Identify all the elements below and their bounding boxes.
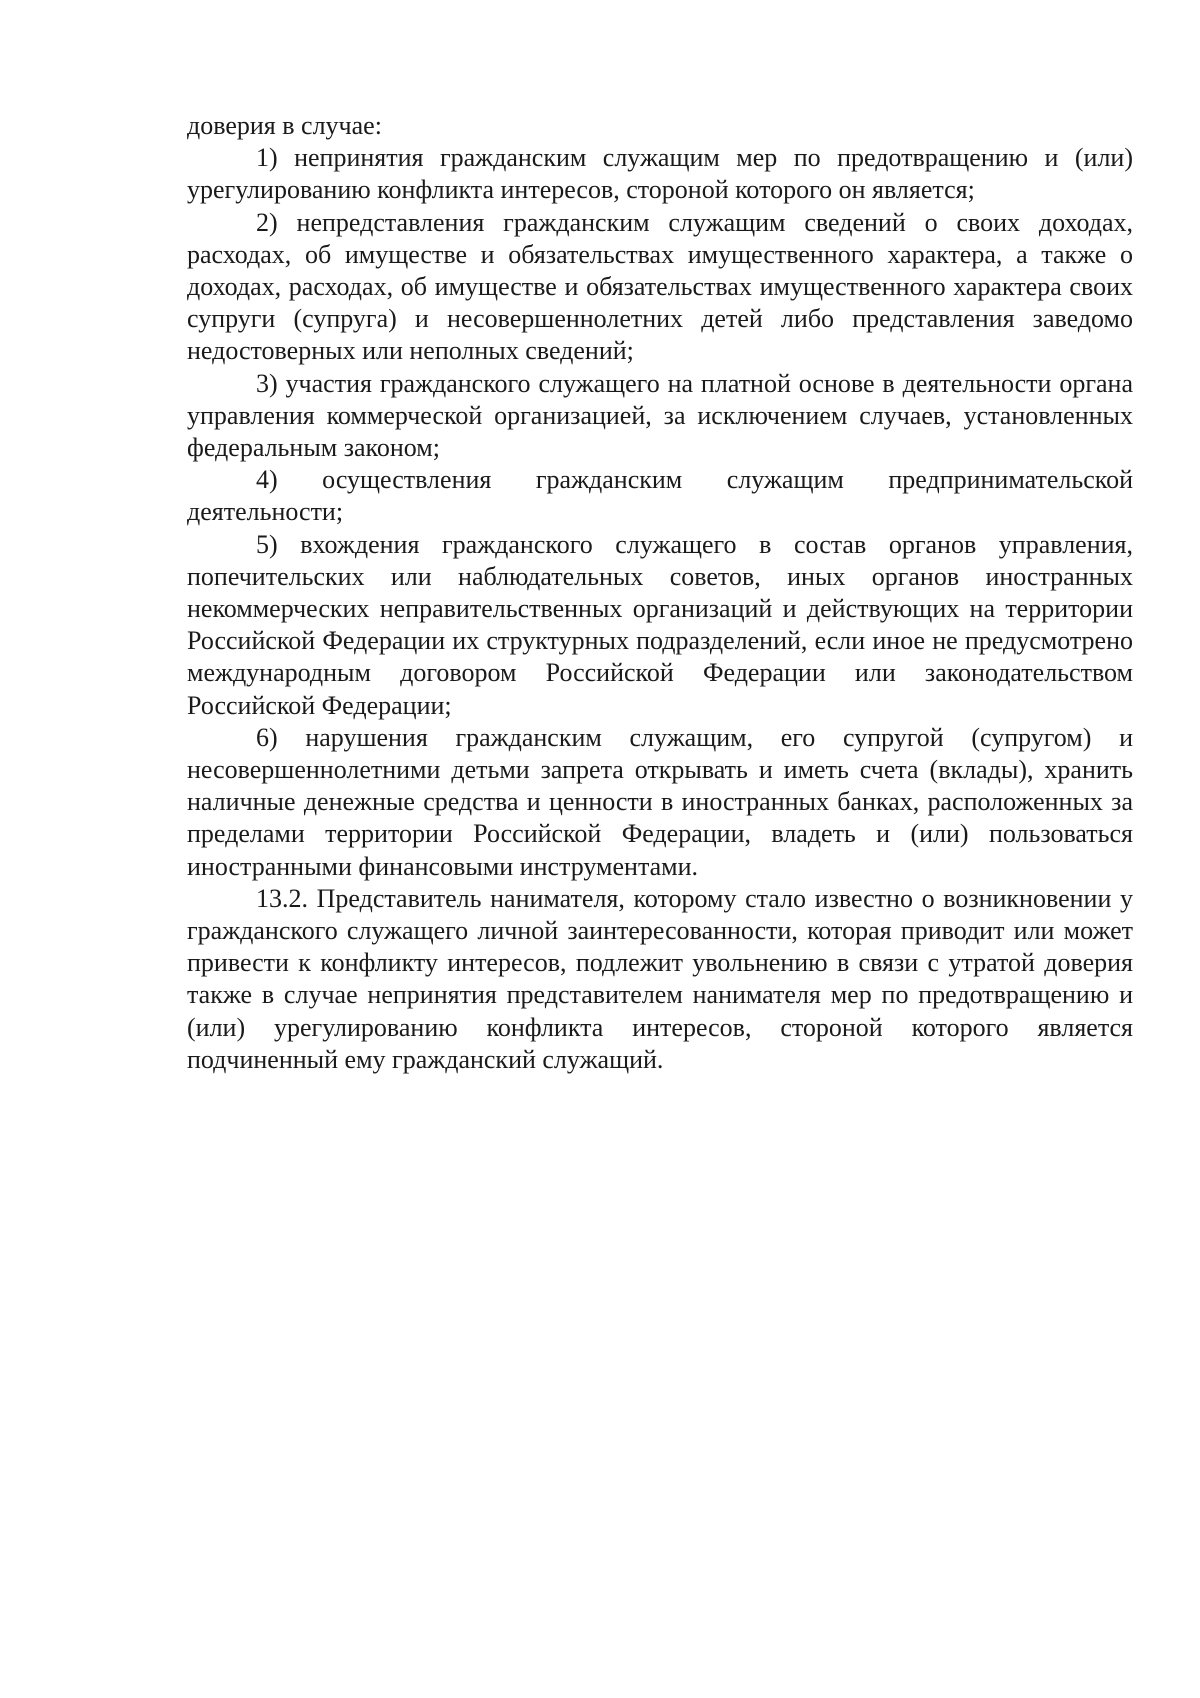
paragraph-item-2: 2) непредставления гражданским служащим сведений о своих доходах, расходах, об имуществе и обязательствах имущественного характера, а также о доходах, расходах, об имуществе и обязательствах имущественного характера своих супруги (супруга) и несовершеннолетних детей либо представления заведомо недостоверных или неполных сведений; bbox=[187, 207, 1133, 366]
paragraph-item-5: 5) вхождения гражданского служащего в состав органов управления, попечительских или наблюдательных советов, иных органов иностранных некоммерческих неправительственных организаций и действующих на территории Российской Федерации их структурных подразделений, если иное не предусмотрено международным договором Российской Федерации или законодательством Российской Федерации; bbox=[187, 529, 1133, 720]
paragraph-continuation: доверия в случае: bbox=[187, 111, 382, 140]
paragraph-item-6: 6) нарушения гражданским служащим, его супругой (супругом) и несовершеннолетними детьми запрета открывать и иметь счета (вклады), хранить наличные денежные средства и ценности в иностранных банках, расположенных за пределами территории Российской Федерации, владеть и (или) пользоваться иностранными финансовыми инструментами. bbox=[187, 722, 1133, 881]
paragraph-section-13-2: 13.2. Представитель нанимателя, которому стало известно о возникновении у гражданского служащего личной заинтересованности, которая приводит или может привести к конфликту интересов, подлежит увольнению в связи с утратой доверия также в случае непринятия представителем нанимателя мер по предотвращению и (или) урегулированию конфликта интересов, стороной которого является подчиненный ему гражданский служащий. bbox=[187, 883, 1133, 1074]
paragraph-item-3: 3) участия гражданского служащего на платной основе в деятельности органа управления коммерческой организацией, за исключением случаев, установленных федеральным законом; bbox=[187, 368, 1133, 463]
paragraph-item-1: 1) непринятия гражданским служащим мер по предотвращению и (или) урегулированию конфликта интересов, стороной которого он является; bbox=[187, 143, 1133, 205]
paragraph-item-4: 4) осуществления гражданским служащим предпринимательской деятельности; bbox=[187, 465, 1133, 527]
document-body bbox=[187, 110, 1133, 1076]
